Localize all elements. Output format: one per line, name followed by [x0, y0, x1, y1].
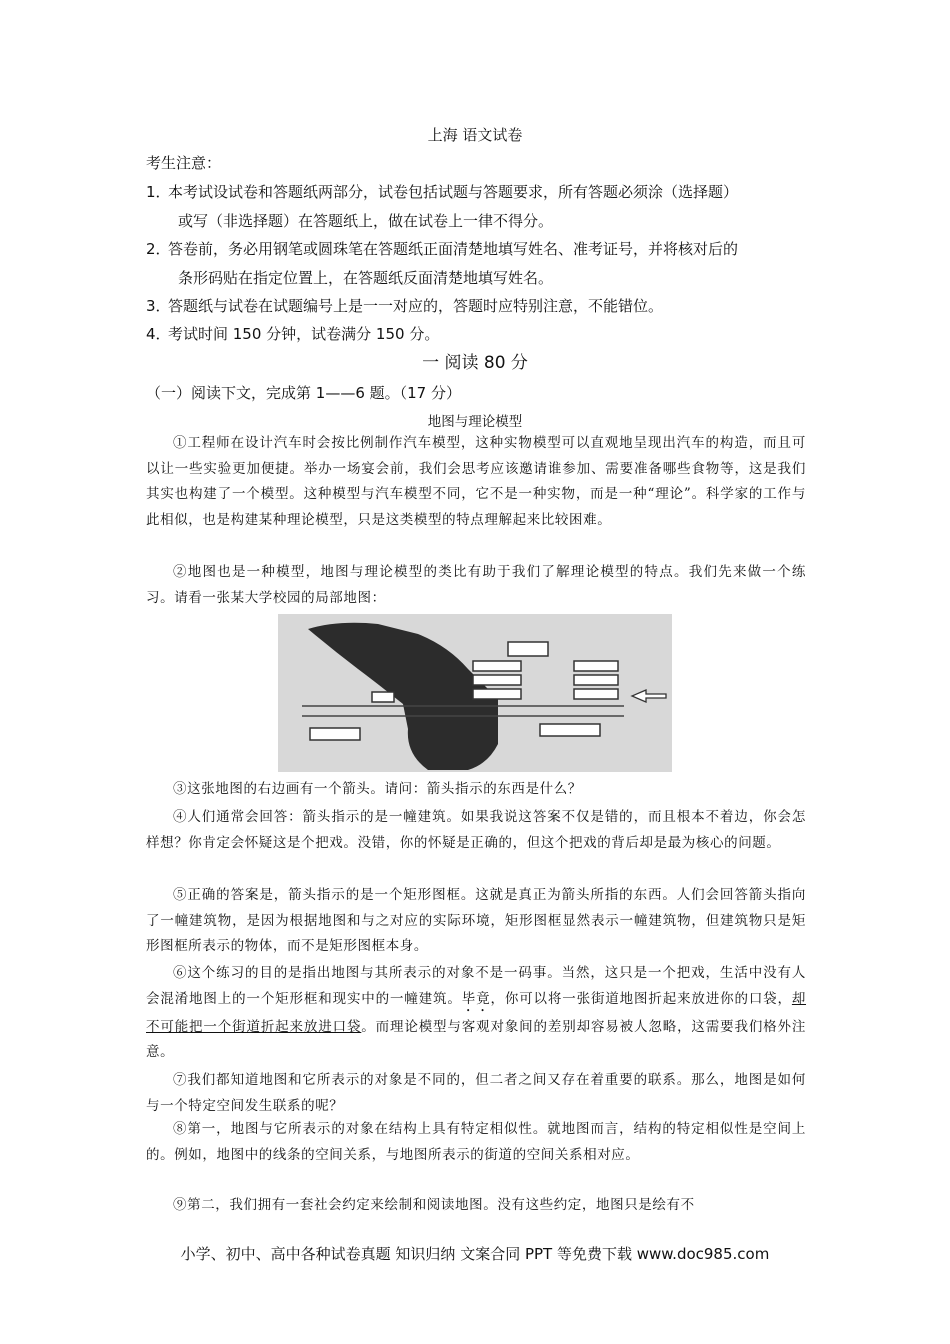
paragraph-2: ②地图也是一种模型，地图与理论模型的类比有助于我们了解理论模型的特点。我们先来做一个练习。请看一张某大学校园的局部地图： — [146, 564, 806, 606]
map-building-frame — [508, 642, 548, 656]
paragraph-6-text: 。而理论模型与客观对象间的差别却容易被人忽略，这需要我们格外注意。 — [146, 1018, 806, 1061]
paragraph-3: ③这张地图的右边画有一个箭头。请问：箭头指示的东西是什么？ — [173, 781, 582, 797]
campus-map-figure — [278, 614, 672, 772]
footer-ad: 小学、初中、高中各种试卷真题 知识归纳 文案合同 PPT 等免费下载 www.doc985.com — [180, 1245, 770, 1263]
section-title: 一 阅读 80 分 — [422, 353, 528, 373]
paragraph-6-text: ⑥这个练习的目的是指出地图与其所表示的对象不是一码事。当然，这只是一个把戏，生活中没有人会混淆地图上的一个矩形框和现实中的一幢建筑。 — [146, 965, 806, 1007]
notice-item — [146, 178, 826, 236]
paragraph-7: ⑦我们都知道地图和它所表示的对象是不同的，但二者之间又存在着重要的联系。那么，地图是如何与一个特定空间发生联系的呢？ — [146, 1072, 806, 1114]
part-title: （一）阅读下文，完成第 1——6 题。（17 分） — [146, 384, 461, 402]
map-building-frame — [473, 689, 521, 699]
notice-text-continued: 或写（非选择题）在答题纸上，做在试卷上一律不得分。 — [178, 212, 554, 230]
notice-number: 1． — [146, 183, 171, 201]
paragraph-6 — [146, 961, 806, 1066]
paragraph-5: ⑤正确的答案是，箭头指示的是一个矩形图框。这就是真正为箭头所指的东西。人们会回答箭头指向了一幢建筑物，是因为根据地图和与之对应的实际环境，矩形图框显然表示一幢建筑物，但建筑物只是矩形图框所表示的物体，而不是矩形图框本身。 — [146, 887, 806, 955]
map-building-frame — [574, 661, 618, 671]
notice-item — [146, 292, 826, 321]
emphasized-word: 毕竟 — [461, 990, 491, 1007]
notice-item — [146, 320, 826, 349]
underlined-sentence: 却不可能把一个街道折起来放进口袋 — [146, 990, 807, 1035]
map-building-frame — [473, 661, 521, 671]
notice-number: 2． — [146, 240, 171, 258]
paragraph-4: ④人们通常会回答：箭头指示的是一幢建筑。如果我说这答案不仅是错的，而且根本不着边，你会怎样想？你肯定会怀疑这是个把戏。没错，你的怀疑是正确的，但这个把戏的背后却是最为核心的问题。 — [146, 809, 806, 851]
notice-number: 4． — [146, 325, 171, 343]
paragraph-8: ⑧第一，地图与它所表示的对象在结构上具有特定相似性。就地图而言，结构的特定相似性是空间上的。例如，地图中的线条的空间关系，与地图所表示的街道的空间关系相对应。 — [146, 1121, 806, 1163]
map-building-frame — [372, 692, 394, 702]
map-building-frame — [574, 675, 618, 685]
notice-heading: 考生注意： — [146, 154, 222, 172]
notice-number: 3． — [146, 297, 171, 315]
paragraph-1: ①工程师在设计汽车时会按比例制作汽车模型，这种实物模型可以直观地呈现出汽车的构造，而且可以让一些实验更加便捷。举办一场宴会前，我们会思考应该邀请谁参加、需要准备哪些食物等，这是我们其实也构建了一个模型。这种模型与汽车模型不同，它不是一种实物，而是一种“理论”。科学家的工作与此相似，也是构建某种理论模型，只是这类模型的特点理解起来比较困难。 — [146, 435, 806, 528]
map-building-frame — [574, 689, 618, 699]
notice-text: 答卷前，务必用钢笔或圆珠笔在答题纸正面清楚地填写姓名、准考证号，并将核对后的 — [168, 240, 739, 258]
paragraph-6-text: ，你可以将一张街道地图折起来放进你的口袋， — [490, 990, 792, 1007]
map-building-frame — [540, 724, 600, 736]
notice-text: 本考试设试卷和答题纸两部分，试卷包括试题与答题要求，所有答题必须涂（选择题） — [168, 183, 739, 201]
map-building-frame — [473, 675, 521, 685]
paragraph-9: ⑨第二，我们拥有一套社会约定来绘制和阅读地图。没有这些约定，地图只是绘有不 — [173, 1197, 695, 1213]
notice-text-continued: 条形码贴在指定位置上，在答题纸反面清楚地填写姓名。 — [178, 269, 554, 287]
exam-title: 上海 语文试卷 — [427, 126, 523, 144]
notice-item — [146, 235, 826, 293]
notice-text: 考试时间 150 分钟，试卷满分 150 分。 — [168, 325, 440, 343]
article-title: 地图与理论模型 — [427, 414, 523, 430]
map-building-frame — [310, 728, 360, 740]
notice-text: 答题纸与试卷在试题编号上是一一对应的，答题时应特别注意，不能错位。 — [168, 297, 664, 315]
